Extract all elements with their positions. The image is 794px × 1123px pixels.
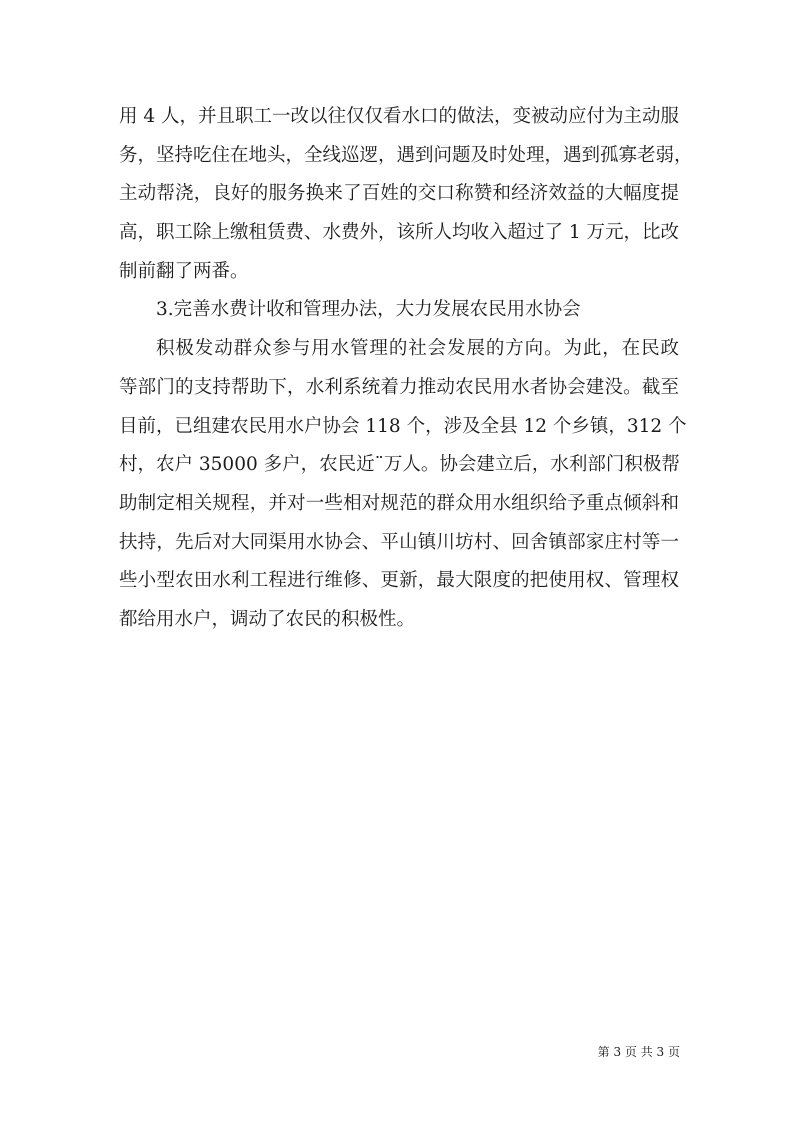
paragraph-line: 村，农户 35000 多户，农民近¨万人。协会建立后，水利部门积极帮: [119, 454, 680, 476]
paragraph-line: 扶持，先后对大同渠用水协会、平山镇川坊村、回舍镇部家庄村等一: [119, 531, 679, 553]
paragraph-line: 都给用水户，调动了农民的积极性。: [119, 608, 416, 630]
paragraph-line: 主动帮浇，良好的服务换来了百姓的交口称赞和经济效益的大幅度提: [119, 183, 679, 205]
paragraph-line: 务，坚持吃住在地头，全线巡逻，遇到问题及时处理，遇到孤寡老弱，: [119, 144, 693, 166]
paragraph-line: 助制定相关规程，并对一些相对规范的群众用水组织给予重点倾斜和: [119, 492, 679, 514]
paragraph-line: 等部门的支持帮助下，水利系统着力推动农民用水者协会建没。截至: [119, 376, 679, 398]
paragraph-line: 高，职工除上缴租赁费、水费外，该所人均收入超过了 1 万元，比改: [119, 222, 680, 244]
paragraph-line: 用 4 人，并且职工一改以往仅仅看水口的做法，变被动应付为主动服: [119, 106, 680, 127]
paragraph-line: 些小型农田水利工程进行维修、更新，最大限度的把使用权、管理权: [119, 570, 679, 592]
paragraph-line: 制前翻了两番。: [119, 260, 249, 282]
page-number: 第 3 页 共 3 页: [597, 1045, 680, 1059]
paragraph-line: 目前，已组建农民用水户协会 118 个，涉及全县 12 个乡镇，312 个: [119, 415, 687, 437]
document-body: [119, 98, 693, 640]
section-heading: 3.完善水费计收和管理办法，大力发展农民用水协会: [156, 299, 581, 321]
paragraph-2: [119, 330, 687, 640]
paragraph-1: [119, 98, 693, 291]
paragraph-line: 积极发动群众参与用水管理的社会发展的方向。为此，在民政: [156, 338, 679, 360]
